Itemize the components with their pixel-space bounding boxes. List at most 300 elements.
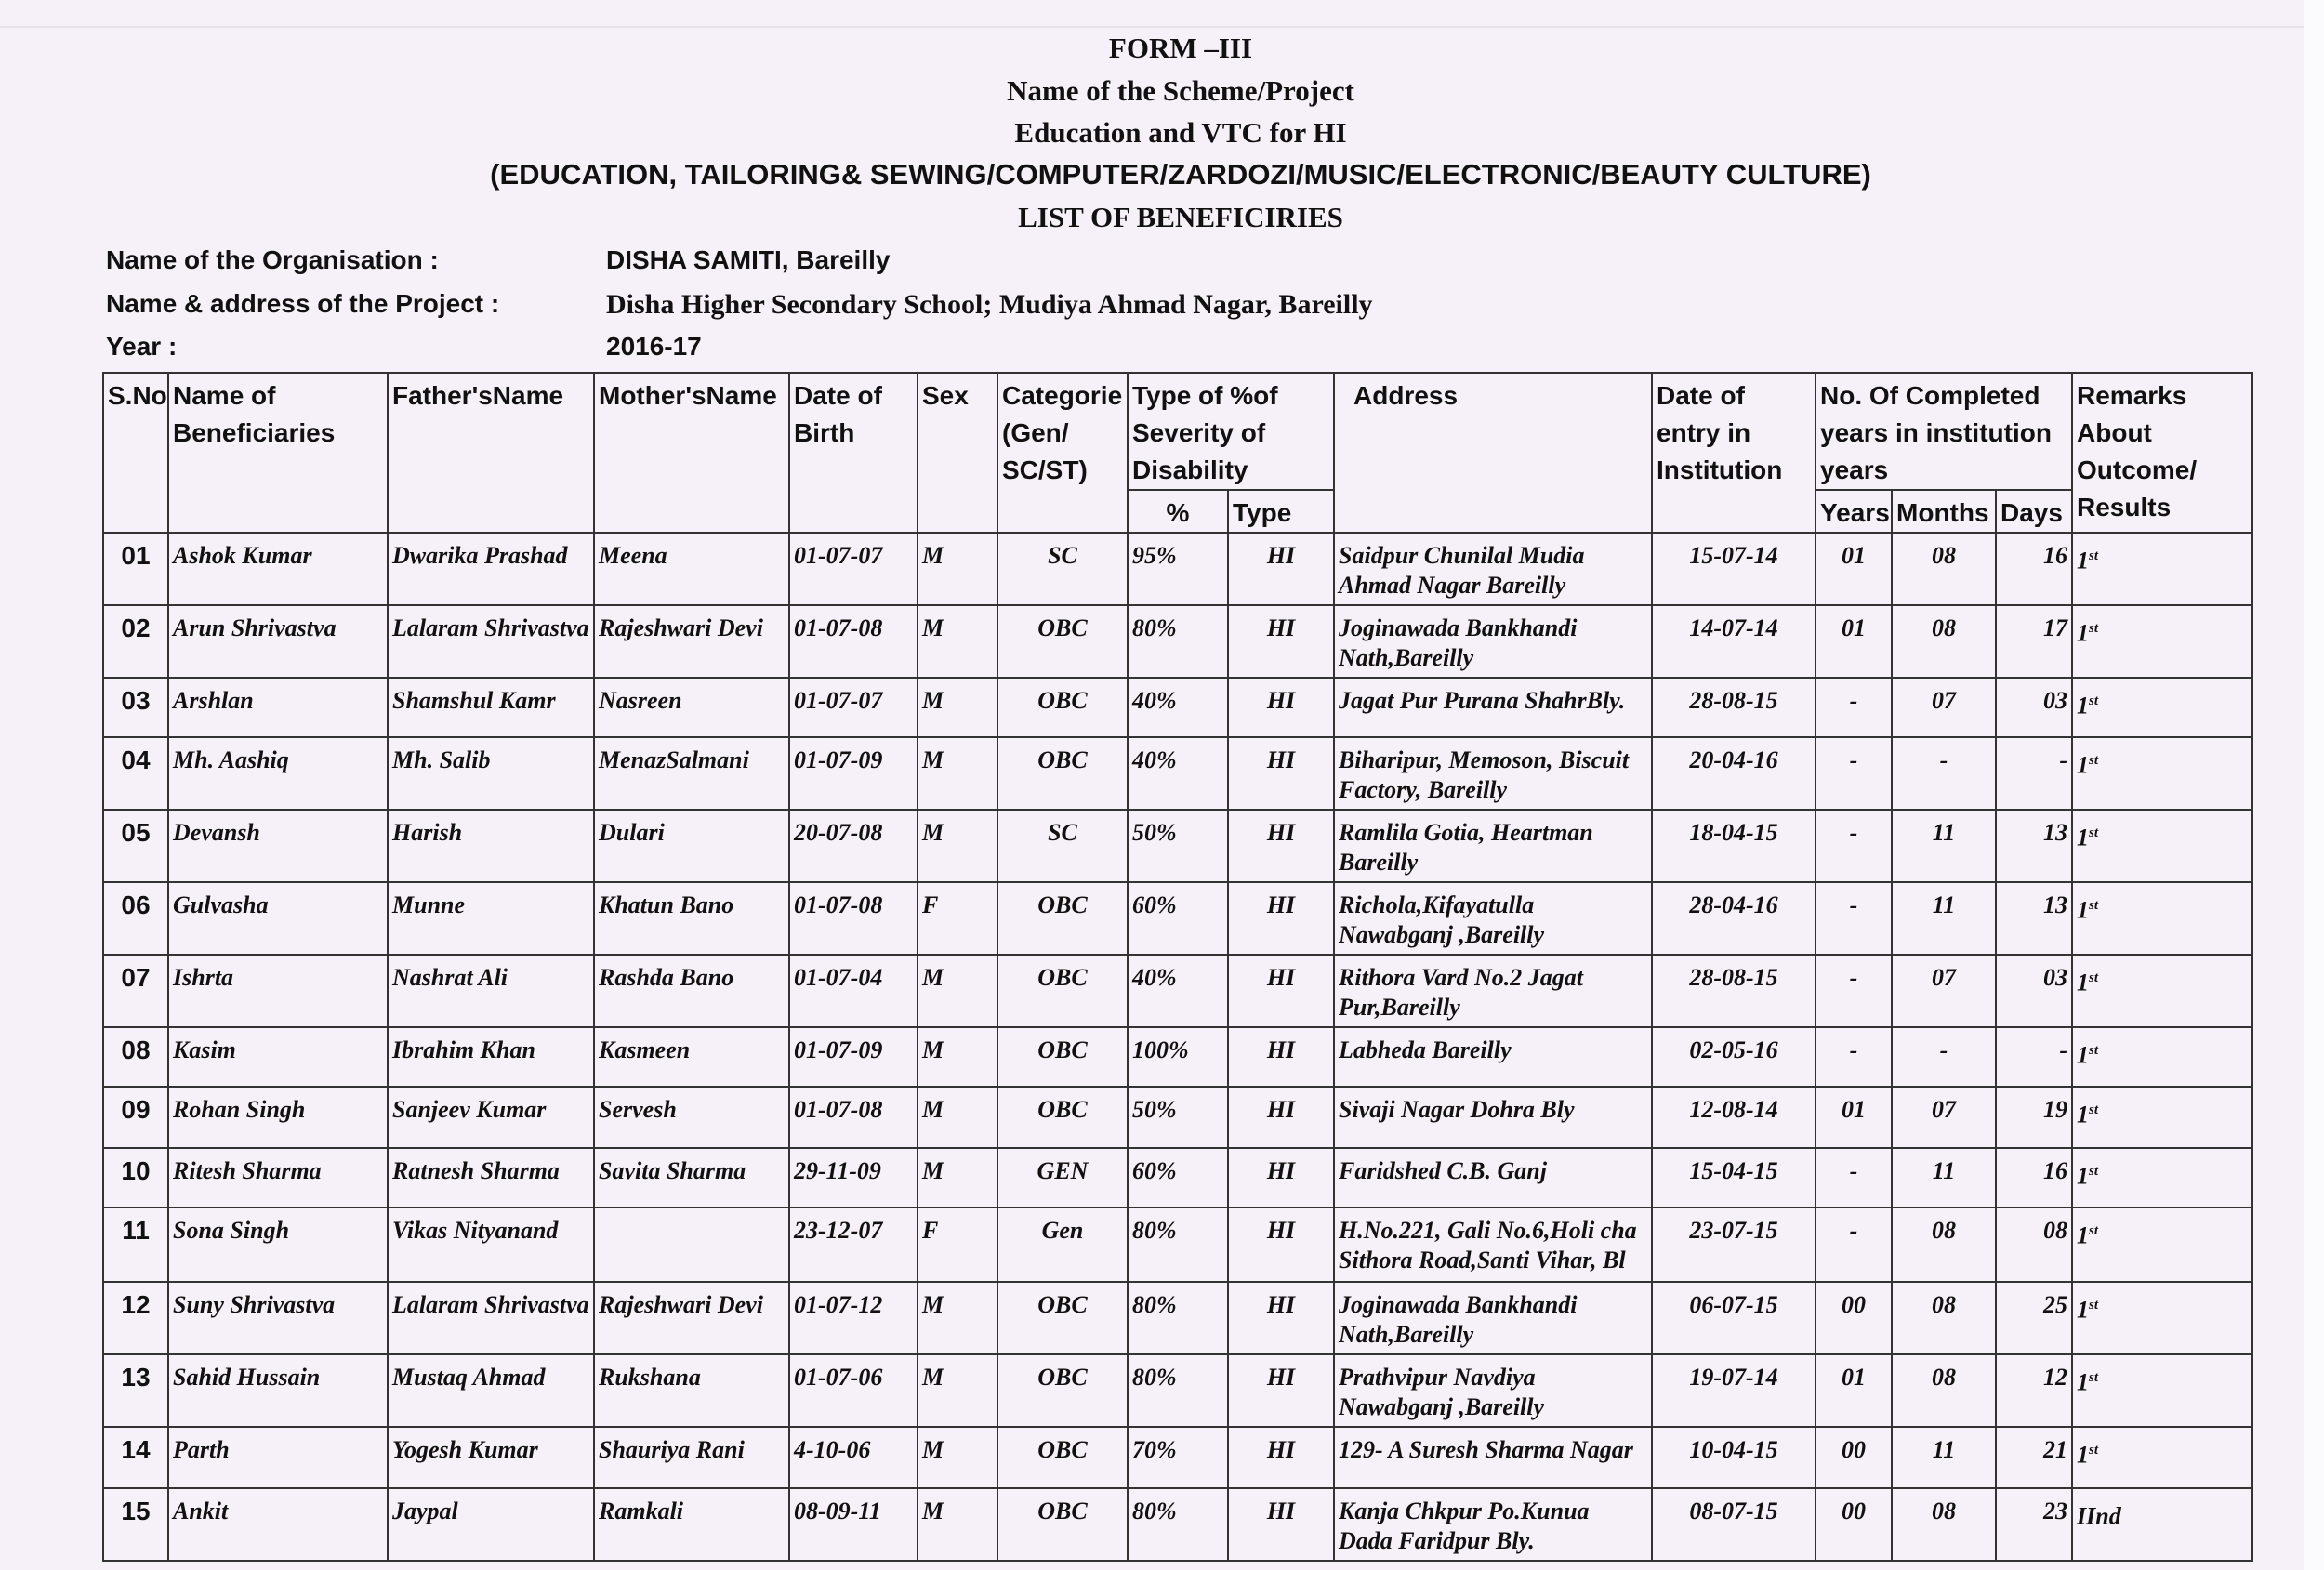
scan-page-edge [2304, 0, 2324, 1570]
cell-category [997, 737, 1128, 810]
cell-entry [1652, 1207, 1816, 1282]
cell-entry [1652, 1087, 1816, 1148]
cell-pct-text: 40% [1132, 687, 1177, 714]
cell-dob-text: 23-12-07 [794, 1217, 883, 1244]
cell-result [2072, 1282, 2252, 1354]
cell-sno [103, 737, 168, 810]
cell-category-text: GEN [1037, 1157, 1089, 1184]
cell-days-text: 03 [2043, 687, 2068, 714]
cell-category [997, 1148, 1128, 1207]
cell-father-text: Nashrat Ali [392, 964, 508, 991]
cell-entry [1652, 1027, 1816, 1087]
cell-days [1996, 810, 2072, 882]
cell-address [1334, 678, 1652, 737]
beneficiaries-table [102, 372, 2253, 1562]
cell-dob [789, 882, 918, 955]
cell-sno-text: 07 [121, 963, 151, 992]
cell-sex-text: M [922, 746, 944, 773]
cell-name [168, 1354, 388, 1427]
cell-days [1996, 1148, 2072, 1207]
cell-pct [1128, 955, 1228, 1027]
table-row [103, 533, 2252, 605]
cell-pct [1128, 1488, 1228, 1561]
cell-type [1228, 1027, 1334, 1087]
cell-father-text: Vikas Nityanand [392, 1217, 559, 1244]
cell-months-text: 11 [1932, 891, 1956, 918]
cell-sno-text: 10 [121, 1156, 151, 1185]
cell-father-text: Harish [392, 819, 463, 846]
result-suffix: st [2089, 825, 2099, 840]
cell-sex-text: F [922, 1217, 939, 1244]
cell-months-text: 11 [1932, 1436, 1956, 1463]
cell-days [1996, 1488, 2072, 1561]
cell-sex [918, 1207, 997, 1282]
cell-father [388, 678, 594, 737]
cell-mother [594, 1282, 789, 1354]
col-father: Father'sName [388, 373, 594, 533]
result-suffix: st [2089, 1102, 2099, 1117]
cell-category-text: OBC [1037, 1096, 1088, 1123]
cell-entry-text: 15-04-15 [1689, 1157, 1778, 1184]
cell-entry-text: 06-07-15 [1689, 1291, 1778, 1318]
cell-category-text: OBC [1037, 1291, 1088, 1318]
cell-mother-text: Khatun Bano [599, 891, 734, 918]
cell-years [1816, 1207, 1892, 1282]
cell-sno [103, 955, 168, 1027]
cell-category-text: OBC [1037, 1364, 1088, 1391]
cell-mother [594, 882, 789, 955]
cell-dob-text: 01-07-12 [794, 1291, 883, 1318]
cell-result [2072, 1354, 2252, 1427]
cell-dob [789, 678, 918, 737]
cell-result-text: 1 [2077, 1162, 2090, 1190]
cell-dob [789, 955, 918, 1027]
cell-father-text: Lalaram Shrivastva [392, 1291, 589, 1318]
project-label: Name & address of the Project : [106, 289, 500, 318]
cell-mother [594, 1027, 789, 1087]
cell-years-text: - [1849, 1157, 1858, 1184]
cell-category [997, 1427, 1128, 1488]
cell-name-text: Devansh [173, 819, 260, 846]
cell-address-text: Joginawada Bankhandi Nath,Bareilly [1339, 614, 1578, 671]
cell-type [1228, 1427, 1334, 1488]
cell-months-text: 08 [1932, 1497, 1957, 1524]
table-row [103, 1354, 2252, 1427]
cell-name [168, 1488, 388, 1561]
cell-entry [1652, 737, 1816, 810]
cell-months [1892, 955, 1996, 1027]
cell-type-text: HI [1266, 687, 1296, 714]
cell-dob-text: 01-07-08 [794, 614, 883, 641]
cell-pct [1128, 1354, 1228, 1427]
cell-years-text: - [1849, 964, 1858, 991]
cell-days-text: 13 [2043, 891, 2068, 918]
cell-father-text: Mustaq Ahmad [392, 1364, 546, 1391]
cell-category [997, 1027, 1128, 1087]
cell-type-text: HI [1266, 614, 1296, 641]
cell-result [2072, 1087, 2252, 1148]
cell-address-text: Richola,Kifayatulla Nawabganj ,Bareilly [1339, 891, 1545, 948]
cell-address-text: H.No.221, Gali No.6,Holi cha Sithora Road,Santi Vihar, Bl [1339, 1217, 1637, 1273]
cell-days [1996, 1282, 2072, 1354]
cell-name-text: Ashok Kumar [173, 542, 312, 569]
cell-address [1334, 882, 1652, 955]
table-row [103, 1427, 2252, 1488]
cell-sex-text: M [922, 1436, 944, 1463]
cell-type [1228, 1488, 1334, 1561]
cell-category-text: OBC [1037, 687, 1088, 714]
cell-father [388, 1027, 594, 1087]
cell-sex-text: F [922, 891, 939, 918]
cell-sex [918, 1354, 997, 1427]
cell-dob [789, 810, 918, 882]
cell-entry [1652, 955, 1816, 1027]
cell-name-text: Suny Shrivastva [173, 1291, 336, 1318]
cell-name [168, 955, 388, 1027]
cell-sex [918, 533, 997, 605]
cell-result [2072, 1207, 2252, 1282]
cell-mother-text: Dulari [599, 819, 665, 846]
table-row [103, 1207, 2252, 1282]
cell-name [168, 533, 388, 605]
cell-category-text: SC [1048, 819, 1077, 846]
cell-pct [1128, 737, 1228, 810]
cell-entry-text: 20-04-16 [1689, 746, 1778, 773]
cell-pct-text: 70% [1132, 1436, 1177, 1463]
cell-entry-text: 23-07-15 [1689, 1217, 1778, 1244]
result-suffix: st [2089, 548, 2099, 563]
cell-result [2072, 882, 2252, 955]
cell-pct [1128, 1427, 1228, 1488]
cell-category-text: OBC [1037, 1497, 1088, 1524]
cell-years [1816, 1027, 1892, 1087]
cell-name [168, 1207, 388, 1282]
cell-address [1334, 1027, 1652, 1087]
cell-dob [789, 605, 918, 678]
cell-result-text: 1 [2077, 692, 2090, 719]
cell-result-text: 1 [2077, 547, 2090, 574]
cell-days [1996, 533, 2072, 605]
cell-pct [1128, 1027, 1228, 1087]
cell-sno-text: 15 [121, 1497, 151, 1525]
cell-mother [594, 1354, 789, 1427]
cell-sex-text: M [922, 687, 944, 714]
cell-entry [1652, 810, 1816, 882]
cell-sex-text: M [922, 1157, 944, 1184]
cell-days [1996, 605, 2072, 678]
cell-dob [789, 1282, 918, 1354]
cell-category [997, 678, 1128, 737]
table-row [103, 882, 2252, 955]
cell-sno [103, 882, 168, 955]
cell-dob [789, 1354, 918, 1427]
result-suffix: st [2089, 1223, 2099, 1238]
cell-sno-text: 11 [122, 1216, 150, 1245]
cell-name-text: Gulvasha [173, 891, 269, 918]
cell-name-text: Ishrta [173, 964, 234, 991]
cell-mother [594, 1148, 789, 1207]
cell-days-text: 13 [2043, 819, 2068, 846]
cell-days [1996, 1207, 2072, 1282]
cell-dob-text: 08-09-11 [794, 1497, 881, 1524]
cell-pct-text: 50% [1132, 819, 1177, 846]
col-years: Years [1816, 490, 1892, 533]
cell-sno [103, 1207, 168, 1282]
cell-mother-text: Kasmeen [599, 1036, 691, 1063]
cell-entry-text: 08-07-15 [1689, 1497, 1778, 1524]
cell-years [1816, 1427, 1892, 1488]
cell-entry-text: 14-07-14 [1689, 614, 1778, 641]
cell-address-text: Sivaji Nagar Dohra Bly [1339, 1096, 1575, 1123]
cell-sex [918, 1148, 997, 1207]
cell-mother [594, 737, 789, 810]
cell-days-text: 16 [2043, 1157, 2068, 1184]
cell-entry [1652, 1354, 1816, 1427]
cell-father-text: Sanjeev Kumar [392, 1096, 547, 1123]
cell-days [1996, 1427, 2072, 1488]
cell-sex [918, 1282, 997, 1354]
cell-months-text: 08 [1932, 1217, 1957, 1244]
cell-address-text: Jagat Pur Purana ShahrBly. [1339, 687, 1626, 714]
cell-months-text: 07 [1932, 1096, 1957, 1123]
cell-category [997, 1087, 1128, 1148]
cell-sex [918, 737, 997, 810]
cell-name-text: Sahid Hussain [173, 1364, 321, 1391]
cell-pct [1128, 605, 1228, 678]
cell-category [997, 810, 1128, 882]
cell-type [1228, 882, 1334, 955]
cell-sno [103, 678, 168, 737]
cell-entry-text: 18-04-15 [1689, 819, 1778, 846]
cell-name [168, 810, 388, 882]
cell-result-text: 1 [2077, 1296, 2090, 1324]
cell-days-text: 08 [2043, 1217, 2068, 1244]
cell-address [1334, 1354, 1652, 1427]
scan-artifact-line [0, 26, 2324, 28]
cell-sex [918, 678, 997, 737]
cell-address [1334, 1207, 1652, 1282]
cell-months-text: 08 [1932, 614, 1957, 641]
cell-sex [918, 1087, 997, 1148]
result-suffix: st [2089, 693, 2099, 708]
cell-entry-text: 28-04-16 [1689, 891, 1778, 918]
cell-result [2072, 1427, 2252, 1488]
organisation-value: DISHA SAMITI, Bareilly [606, 245, 891, 274]
cell-years-text: 00 [1842, 1436, 1867, 1463]
cell-entry [1652, 1427, 1816, 1488]
cell-mother [594, 678, 789, 737]
cell-sno [103, 810, 168, 882]
cell-dob-text: 01-07-08 [794, 891, 883, 918]
cell-sex [918, 955, 997, 1027]
cell-father-text: Ibrahim Khan [392, 1036, 535, 1063]
cell-dob [789, 1427, 918, 1488]
cell-father-text: Shamshul Kamr [392, 687, 556, 714]
cell-result-text: 1 [2077, 824, 2090, 851]
scheme-name: Education and VTC for HI [1014, 116, 1347, 149]
cell-type-text: HI [1266, 1436, 1296, 1463]
cell-months [1892, 1354, 1996, 1427]
col-dob: Date of Birth [789, 373, 918, 533]
project-value: Disha Higher Secondary School; Mudiya Ahmad Nagar, Bareilly [606, 289, 1373, 320]
cell-name-text: Ankit [173, 1497, 229, 1524]
cell-dob-text: 4-10-06 [794, 1436, 871, 1463]
cell-days-text: - [2059, 746, 2068, 773]
cell-entry-text: 12-08-14 [1689, 1096, 1778, 1123]
cell-dob [789, 533, 918, 605]
cell-months-text: 08 [1932, 542, 1957, 569]
cell-pct-text: 80% [1132, 1497, 1177, 1524]
cell-name [168, 882, 388, 955]
cell-sex-text: M [922, 614, 944, 641]
cell-days [1996, 1354, 2072, 1427]
cell-sno [103, 1087, 168, 1148]
cell-dob [789, 1087, 918, 1148]
cell-result [2072, 737, 2252, 810]
cell-type-text: HI [1266, 819, 1296, 846]
result-suffix: st [2089, 898, 2099, 913]
cell-sno-text: 01 [121, 541, 151, 570]
cell-result [2072, 810, 2252, 882]
cell-result-text: 1 [2077, 619, 2090, 647]
cell-father [388, 810, 594, 882]
cell-type [1228, 1148, 1334, 1207]
cell-type-text: HI [1266, 1036, 1296, 1063]
cell-address-text: Biharipur, Memoson, Biscuit Factory, Bareilly [1339, 746, 1630, 803]
cell-type-text: HI [1266, 1217, 1296, 1244]
cell-mother-text: Savita Sharma [599, 1157, 746, 1184]
cell-result-text: 1 [2077, 1441, 2090, 1469]
cell-days-text: - [2059, 1036, 2068, 1063]
cell-mother [594, 955, 789, 1027]
cell-years-text: - [1849, 1036, 1858, 1063]
col-address: Address [1334, 373, 1652, 533]
cell-sno-text: 02 [121, 613, 151, 642]
cell-years-text: 01 [1842, 542, 1867, 569]
cell-dob [789, 1148, 918, 1207]
cell-mother-text: Ramkali [599, 1497, 684, 1524]
cell-mother [594, 1087, 789, 1148]
cell-father [388, 955, 594, 1027]
cell-type [1228, 955, 1334, 1027]
cell-entry [1652, 533, 1816, 605]
cell-days-text: 25 [2043, 1291, 2068, 1318]
cell-dob [789, 1488, 918, 1561]
cell-name-text: Sona Singh [173, 1217, 290, 1244]
cell-result-text: 1 [2077, 751, 2090, 779]
cell-entry-text: 02-05-16 [1689, 1036, 1778, 1063]
cell-mother-text: Rajeshwari Devi [599, 1291, 763, 1318]
table-row [103, 1027, 2252, 1087]
cell-months [1892, 533, 1996, 605]
cell-category [997, 955, 1128, 1027]
cell-sno [103, 605, 168, 678]
cell-category-text: OBC [1037, 1436, 1088, 1463]
result-suffix: st [2089, 970, 2099, 985]
cell-years [1816, 1354, 1892, 1427]
cell-category-text: OBC [1037, 1036, 1088, 1063]
cell-months-text: - [1939, 746, 1948, 773]
cell-months [1892, 1282, 1996, 1354]
cell-sex [918, 882, 997, 955]
cell-category [997, 605, 1128, 678]
cell-months-text: 08 [1932, 1291, 1957, 1318]
cell-entry-text: 15-07-14 [1689, 542, 1778, 569]
cell-address-text: Labheda Bareilly [1339, 1036, 1512, 1063]
cell-days [1996, 955, 2072, 1027]
result-suffix: st [2089, 1043, 2099, 1058]
form-number: FORM –III [1108, 32, 1253, 64]
cell-type [1228, 810, 1334, 882]
cell-father-text: Jaypal [392, 1497, 458, 1524]
cell-mother [594, 810, 789, 882]
cell-father [388, 1354, 594, 1427]
cell-months-text: 11 [1932, 819, 1956, 846]
cell-dob [789, 1207, 918, 1282]
cell-type-text: HI [1266, 1364, 1296, 1391]
cell-mother-text: Nasreen [599, 687, 682, 714]
cell-name-text: Ritesh Sharma [173, 1157, 322, 1184]
cell-entry-text: 10-04-15 [1689, 1436, 1778, 1463]
cell-type [1228, 533, 1334, 605]
cell-name-text: Arshlan [173, 687, 254, 714]
cell-father-text: Dwarika Prashad [392, 542, 568, 569]
cell-mother-text: Rajeshwari Devi [599, 614, 763, 641]
cell-category-text: OBC [1037, 964, 1088, 991]
cell-sno-text: 12 [121, 1290, 151, 1319]
cell-sno-text: 09 [121, 1095, 151, 1124]
cell-sex-text: M [922, 1497, 944, 1524]
cell-days [1996, 737, 2072, 810]
cell-father [388, 1488, 594, 1561]
cell-address [1334, 533, 1652, 605]
col-remarks: Remarks About Outcome/ Results [2072, 373, 2252, 533]
cell-result [2072, 1148, 2252, 1207]
cell-sno [103, 1488, 168, 1561]
cell-father [388, 1207, 594, 1282]
cell-sno [103, 1354, 168, 1427]
cell-address [1334, 810, 1652, 882]
cell-days [1996, 1087, 2072, 1148]
cell-father-text: Mh. Salib [392, 746, 491, 773]
cell-dob-text: 01-07-09 [794, 1036, 883, 1063]
cell-pct-text: 95% [1132, 542, 1177, 569]
cell-father [388, 533, 594, 605]
cell-years-text: - [1849, 687, 1858, 714]
cell-days-text: 23 [2043, 1497, 2068, 1524]
cell-dob [789, 1027, 918, 1087]
table-row [103, 605, 2252, 678]
cell-type [1228, 1282, 1334, 1354]
cell-result [2072, 1027, 2252, 1087]
cell-sex-text: M [922, 964, 944, 991]
cell-father [388, 882, 594, 955]
result-suffix: st [2089, 1370, 2099, 1385]
cell-father-text: Munne [392, 891, 466, 918]
cell-years [1816, 533, 1892, 605]
cell-pct-text: 40% [1132, 746, 1177, 773]
cell-years-text: - [1849, 1217, 1858, 1244]
cell-result [2072, 678, 2252, 737]
cell-sex [918, 1027, 997, 1087]
cell-category-text: SC [1048, 542, 1077, 569]
cell-sno [103, 1427, 168, 1488]
cell-category-text: OBC [1037, 891, 1088, 918]
cell-father [388, 1087, 594, 1148]
cell-months [1892, 1087, 1996, 1148]
cell-dob-text: 20-07-08 [794, 819, 883, 846]
cell-years [1816, 737, 1892, 810]
